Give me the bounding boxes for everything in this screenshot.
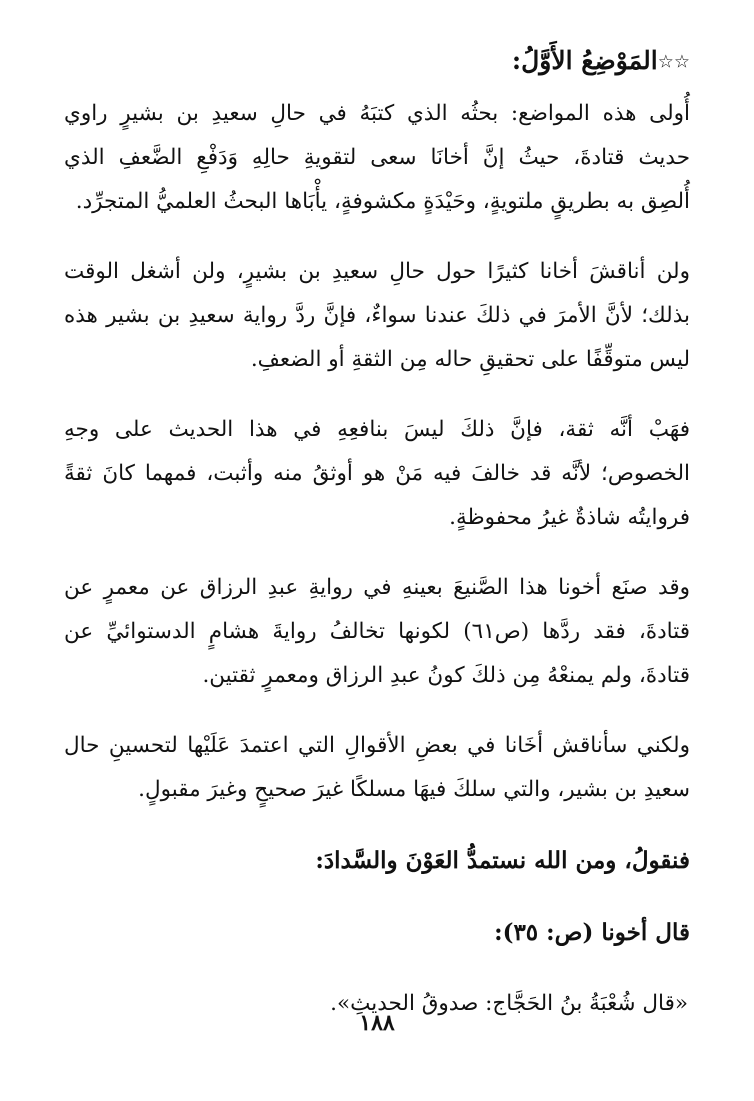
paragraph-line: قتادةَ، ولم يمنعْهُ مِن ذلكَ كونُ عبدِ الرزاق ومعمرٍ ثقتين. [202, 662, 690, 688]
paragraph-line: سعيدِ بن بشير، والتي سلكَ فيهَا مسلكًا غيرَ صحيحٍ وغيرَ مقبولٍ. [138, 776, 690, 802]
paragraph-line: ولكني سأناقش أخَانا في بعضِ الأقوالِ التي اعتمدَ عَلَيْها لتحسينِ حال [64, 732, 690, 758]
subheading: فنقولُ، ومن الله نستمدُّ العَوْنَ والسَّدادَ: [315, 846, 690, 874]
paragraph [64, 408, 690, 540]
star-icon: ☆☆ [657, 51, 690, 73]
paragraph-line: ليس متوقِّفًا على تحقيقِ حاله مِن الثقةِ أو الضعفِ. [250, 346, 690, 372]
citation-heading: قال أخونا (ص: ٣٥): [494, 918, 690, 946]
page-number: ١٨٨ [359, 1010, 395, 1036]
paragraph [64, 566, 690, 698]
paragraph-line: أُلصِق به بطريقٍ ملتويةٍ، وحَيْدَةٍ مكشوفةٍ، يأْبَاها البحثُ العلميُّ المتجرِّد. [75, 188, 690, 214]
quotation: «قال شُعْبَةُ بنُ الحَجَّاج: صدوقُ الحديثِ». [330, 990, 688, 1016]
paragraph [64, 92, 690, 224]
paragraph-line: فهَبْ أنَّه ثقة، فإنَّ ذلكَ ليسَ بنافعِهِ في هذا الحديث على وجهِ [64, 416, 690, 442]
paragraph-line: الخصوص؛ لأنَّه قد خالفَ فيه مَنْ هو أوثقُ منه وأثبت، فمهما كانَ ثقةً [64, 460, 690, 486]
section-heading [64, 38, 690, 86]
paragraph-line: حديث قتادةَ، حيثُ إنَّ أخانَا سعى لتقويةِ حالِهِ وَدَفْعِ الضَّعفِ الذي [64, 144, 690, 170]
paragraph-line: بذلك؛ لأنَّ الأمرَ في ذلكَ عندنا سواءٌ، فإنَّ ردَّ رواية سعيدِ بن بشير هذه [64, 302, 690, 328]
paragraph-line: وقد صنَع أخونا هذا الصَّنيعَ بعينهِ في روايةِ عبدِ الرزاق عن معمرٍ عن [64, 574, 690, 600]
paragraph-line: ولن أناقشَ أخانا كثيرًا حول حالِ سعيدِ بن بشيرٍ، ولن أشغل الوقت [64, 258, 690, 284]
paragraph [64, 724, 690, 812]
paragraph-line: أُولى هذه المواضع: بحثُه الذي كتبَهُ في حالِ سعيدِ بن بشيرٍ راوي [64, 100, 690, 126]
section-heading-text: المَوْضِعُ الأَوَّلُ: [511, 46, 658, 75]
paragraph [64, 250, 690, 382]
paragraph-line: فروايتُه شاذةٌ غيرُ محفوظةٍ. [449, 504, 690, 530]
paragraph-line: قتادةَ، فقد ردَّها (ص٦١) لكونها تخالفُ روايةَ هشامٍ الدستوائيِّ عن [64, 618, 690, 644]
